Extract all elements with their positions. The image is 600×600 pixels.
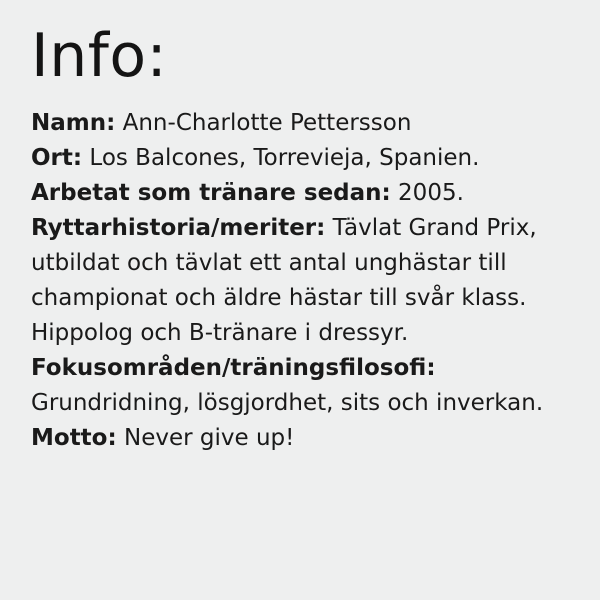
trainer-since-row [31,176,580,211]
location-value: Los Balcones, Torrevieja, Spanien. [89,145,480,171]
trainer-since-label: Arbetat som tränare sedan: [31,180,391,206]
location-label: Ort: [31,145,83,171]
name-value: Ann-Charlotte Pettersson [122,110,412,136]
riding-history-row [31,211,580,351]
riding-history-value: Tävlat Grand Prix, utbildat och tävlat ett antal unghästar till championat och äldre hästar till svår klass. Hippolog och B-tränare i dressyr. [31,215,537,346]
info-heading: Info: [31,21,168,91]
focus-label: Fokusområden/träningsfilosofi: [31,355,436,381]
name-label: Namn: [31,110,116,136]
info-list [31,106,580,456]
name-row [31,106,580,141]
trainer-since-value: 2005. [398,180,464,206]
focus-value: Grundridning, lösgjordhet, sits och inverkan. [31,390,544,416]
riding-history-label: Ryttarhistoria/meriter: [31,215,326,241]
focus-row [31,351,580,421]
motto-row [31,421,580,456]
motto-label: Motto: [31,425,117,451]
motto-value: Never give up! [124,425,295,451]
location-row [31,141,580,176]
